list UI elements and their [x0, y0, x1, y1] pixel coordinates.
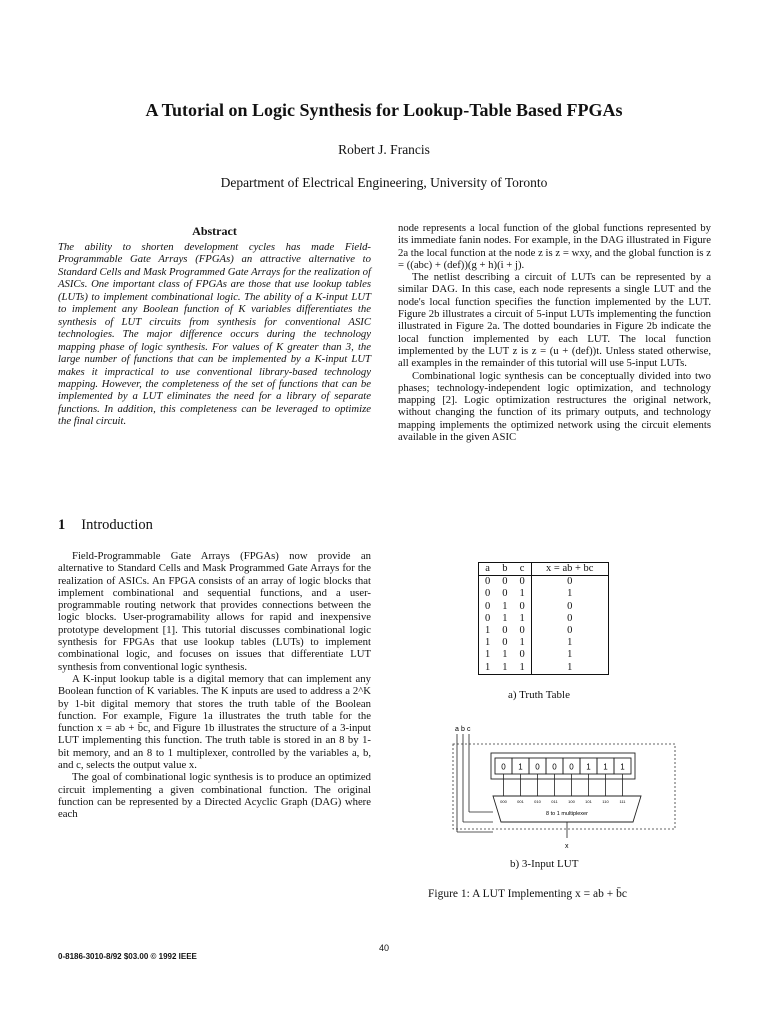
truth-table — [478, 562, 609, 675]
truth-table-caption: a) Truth Table — [508, 689, 570, 701]
figure-caption: Figure 1: A LUT Implementing x = ab + b̄c — [428, 888, 627, 900]
memory-bit: 1 — [620, 762, 625, 772]
page-number: 40 — [379, 943, 390, 953]
truth-table-cell: 1 — [485, 637, 491, 649]
mux-address: 000 — [500, 799, 507, 804]
truth-table-cell: 1 — [519, 661, 525, 673]
truth-table-row — [479, 601, 609, 613]
truth-table-cell: 0 — [531, 613, 608, 625]
truth-table-cell: 1 — [485, 625, 491, 637]
truth-table-cell: 1 — [531, 588, 608, 600]
abstract-text: The ability to shorten development cycles has made Field-Programmable Gate Arrays (FPGAs) an attractive alternative to Standard Cells and Mask Programmed Gate Arrays for the realization of ASICs. One important class of FPGAs are those that use lookup tables (LUTs) to implement combinational logic. The ability of a K-input LUT to implement any Boolean function of K variables differentiates the synthesis of LUT circuits from synthesis for conventional ASIC technologies. The major difference occurs during the technology mapping phase of logic synthesis. For values of K greater than 3, the large number of functions that can be implemented by a K-input LUT makes it impractical to use conventional library-based technology mapping. However, the completeness of the set of functions that can be implemented by a LUT eliminates the need for a library of separate functions. In addition, this completeness can be leveraged to optimize the final circuit. — [58, 241, 371, 428]
truth-table-cell: 0 — [479, 576, 497, 589]
truth-table-row — [479, 613, 609, 625]
truth-table-cell: 1 — [502, 649, 508, 661]
memory-bit: 0 — [535, 762, 540, 772]
mux-address: 010 — [534, 799, 541, 804]
truth-table-row — [479, 649, 609, 661]
copyright-line: 0-8186-3010-8/92 $03.00 © 1992 IEEE — [58, 952, 197, 961]
truth-table-cell: 1 — [502, 661, 508, 673]
truth-table-cell: 0 — [531, 576, 608, 589]
paper-title: A Tutorial on Logic Synthesis for Lookup-Table Based FPGAs — [145, 100, 623, 120]
truth-table-cell: 1 — [502, 600, 508, 612]
truth-table-cell: 1 — [485, 649, 491, 661]
truth-table-row — [479, 588, 609, 600]
memory-bit: 1 — [603, 762, 608, 772]
truth-table-cell: 0 — [485, 588, 491, 600]
right-column-body — [398, 222, 711, 443]
truth-table-header-x: x = ab + b̄c — [531, 563, 608, 576]
lut-input-a: a — [455, 726, 459, 733]
mux-address: 011 — [551, 799, 558, 804]
truth-table-cell: 1 — [519, 612, 525, 624]
truth-table-cell: 0 — [514, 576, 532, 589]
truth-table-row — [479, 625, 609, 637]
truth-table-row — [479, 576, 609, 589]
truth-table-header-b: b — [496, 563, 513, 576]
truth-table-cell: 0 — [531, 601, 608, 613]
mux-address-labels — [500, 799, 626, 804]
truth-table-header-c: c — [514, 563, 532, 576]
truth-table-cell: 0 — [531, 625, 608, 637]
abstract-heading: Abstract — [192, 224, 237, 238]
truth-table-header-a: a — [479, 563, 497, 576]
truth-table-body — [479, 576, 609, 675]
mux-address: 100 — [568, 799, 575, 804]
memory-bit: 0 — [569, 762, 574, 772]
truth-table-cell: 0 — [485, 600, 491, 612]
truth-table-cell: 1 — [502, 612, 508, 624]
lut-input-b: b — [461, 726, 465, 733]
right-paragraph-2: The netlist describing a circuit of LUTs can be represented by a similar DAG. In this case, each node represents a single LUT and the node's local function specifies the function implemented by the LUT. Figure 2b illustrates a circuit of 5-input LUTs implementing the function illustrated in Figure 2a. The dotted boundaries in Figure 2b indicate the local function implemented by each LUT. The local function implemented by the LUT z is z = (u + (def))t. Unless stated otherwise, all examples in the remainder of this tutorial will use 5-input LUTs. — [398, 271, 711, 370]
intro-paragraph-3: The goal of combinational logic synthesis is to produce an optimized circuit implementing a given combinational function. The original function can be represented by a Directed Acyclic Graph (DAG) where each — [58, 771, 371, 821]
truth-table-cell: 0 — [485, 612, 491, 624]
memory-bit: 1 — [518, 762, 523, 772]
lut-input-c: c — [467, 726, 471, 733]
lut-output-label: x — [565, 843, 569, 850]
memory-bit: 0 — [501, 762, 506, 772]
truth-table-cell: 1 — [531, 649, 608, 661]
lut-input-labels — [455, 726, 471, 733]
truth-table-cell: 0 — [496, 576, 513, 589]
mux-address: 111 — [619, 799, 626, 804]
lut-diagram — [445, 722, 685, 862]
introduction-body — [58, 550, 371, 821]
truth-table-cell: 1 — [531, 637, 608, 649]
truth-table-cell: 0 — [502, 637, 508, 649]
memory-bit: 0 — [552, 762, 557, 772]
truth-table-cell: 0 — [519, 649, 525, 661]
truth-table-row — [479, 637, 609, 649]
truth-table-cell: 1 — [531, 662, 608, 675]
mux-address: 001 — [517, 799, 524, 804]
truth-table-cell: 0 — [519, 625, 525, 637]
truth-table-cell: 1 — [485, 661, 491, 673]
intro-paragraph-2: A K-input lookup table is a digital memory that can implement any Boolean function of K variables. The K inputs are used to address a 2^K by 1-bit digital memory that stores the truth table of the Boolean function. For example, Figure 1a illustrates the truth table for the function x = ab + b̄c, and Figure 1b illustrates the structure of a 3-input LUT implementing this function. The truth table is stored in an 8 by 1-bit memory, and an 8 to 1 multiplexer, controlled by the variables a, b, and c, selects the output value x. — [58, 672, 371, 772]
mux-address: 101 — [585, 799, 592, 804]
paper-affiliation: Department of Electrical Engineering, University of Toronto — [220, 175, 548, 190]
section-title: Introduction — [81, 517, 153, 533]
section-number: 1 — [58, 517, 66, 533]
memory-bit: 1 — [586, 762, 591, 772]
truth-table-cell: 0 — [502, 625, 508, 637]
mux-label: 8 to 1 multiplexer — [546, 811, 588, 817]
section-heading — [58, 517, 371, 534]
truth-table-cell: 0 — [519, 600, 525, 612]
right-paragraph-3: Combinational logic synthesis can be conceptually divided into two phases; technology-independent logic optimization, and technology mapping [2]. Logic optimization restructures the original network, without changing the function of its primary outputs, and technology mapping implements the optimized network using the circuit elements available in the given ASIC — [398, 369, 711, 444]
truth-table-cell: 0 — [502, 588, 508, 600]
paper-author: Robert J. Francis — [338, 142, 430, 157]
mux-address: 110 — [602, 799, 609, 804]
truth-table-cell: 1 — [519, 637, 525, 649]
truth-table-cell: 1 — [519, 588, 525, 600]
intro-paragraph-1: Field-Programmable Gate Arrays (FPGAs) now provide an alternative to Standard Cells and Mask Programmed Gate Arrays for the realization of ASICs. An FPGA consists of an array of logic blocks that implement combinational and sequential functions, and a user-programmable routing network that provides connections between the logic blocks. User-programability allows for rapid and inexpensive prototype development [1]. This tutorial discusses combinational logic synthesis for FPGAs that use lookup tables (LUTs) to implement combinational logic, and focuses on issues that differentiate LUT synthesis from conventional logic synthesis. — [58, 550, 371, 673]
lut-caption: b) 3-Input LUT — [510, 858, 579, 870]
right-paragraph-1: node represents a local function of the global functions represented by its immediate fanin nodes. For example, in the DAG illustrated in Figure 2a the local function at the node z is z = wxy, and the global function is z = ((abc) + (def))(g + h)(i + j). — [398, 222, 711, 271]
truth-table-row — [479, 662, 609, 675]
lut-memory-cells — [491, 753, 635, 796]
